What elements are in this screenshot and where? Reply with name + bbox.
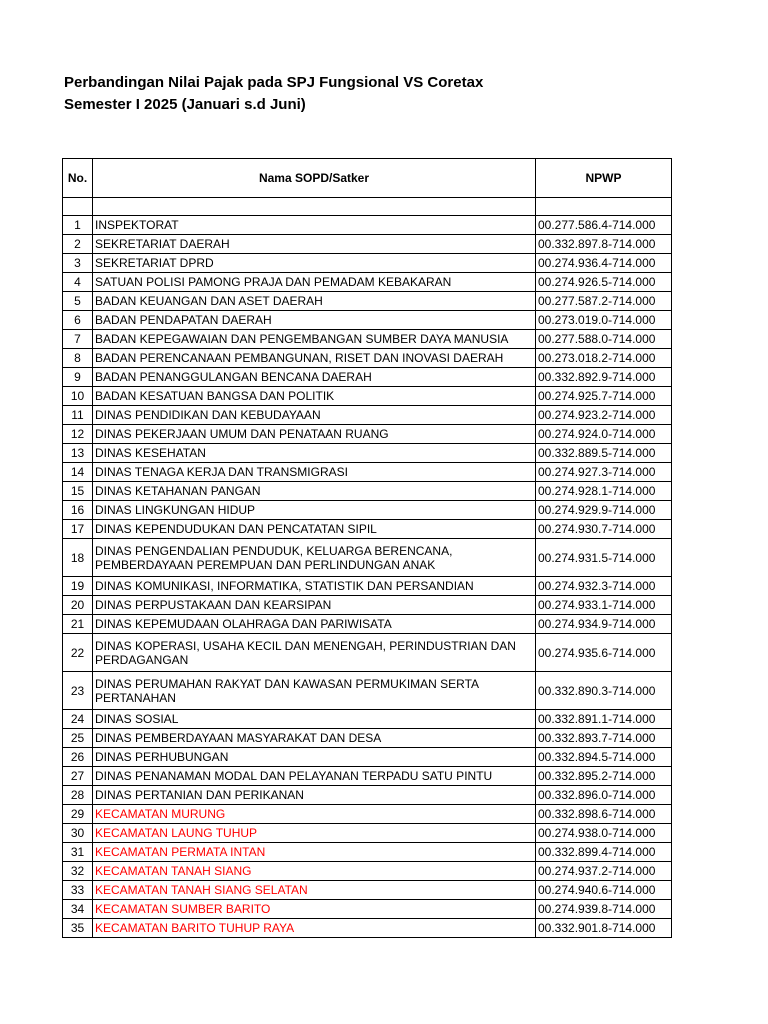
cell-npwp: 00.277.587.2-714.000 <box>536 292 672 311</box>
cell-npwp: 00.274.932.3-714.000 <box>536 577 672 596</box>
cell-npwp: 00.274.928.1-714.000 <box>536 482 672 501</box>
cell-npwp: 00.332.901.8-714.000 <box>536 919 672 938</box>
table-row <box>63 919 672 938</box>
table-row <box>63 520 672 539</box>
cell-npwp: 00.332.897.8-714.000 <box>536 235 672 254</box>
table-header-row <box>63 159 672 198</box>
cell-no: 19 <box>63 577 93 596</box>
title-line-2: Semester I 2025 (Januari s.d Juni) <box>64 96 306 113</box>
cell-no: 5 <box>63 292 93 311</box>
cell-no: 32 <box>63 862 93 881</box>
cell-npwp: 00.332.890.3-714.000 <box>536 672 672 710</box>
cell-no: 10 <box>63 387 93 406</box>
table-row <box>63 330 672 349</box>
cell-name: KECAMATAN BARITO TUHUP RAYA <box>93 919 536 938</box>
table-row <box>63 406 672 425</box>
cell-npwp: 00.274.923.2-714.000 <box>536 406 672 425</box>
table-row <box>63 805 672 824</box>
cell-no: 30 <box>63 824 93 843</box>
table-row <box>63 900 672 919</box>
cell-npwp: 00.274.937.2-714.000 <box>536 862 672 881</box>
cell-name: DINAS LINGKUNGAN HIDUP <box>93 501 536 520</box>
cell-no: 16 <box>63 501 93 520</box>
table-row <box>63 254 672 273</box>
cell-no: 14 <box>63 463 93 482</box>
table-row <box>63 881 672 900</box>
title-line-1: Perbandingan Nilai Pajak pada SPJ Fungsional VS Coretax <box>64 74 484 91</box>
cell-npwp: 00.332.891.1-714.000 <box>536 710 672 729</box>
table-row <box>63 672 672 710</box>
cell-npwp: 00.332.889.5-714.000 <box>536 444 672 463</box>
cell-name: KECAMATAN SUMBER BARITO <box>93 900 536 919</box>
cell-name: DINAS PERTANIAN DAN PERIKANAN <box>93 786 536 805</box>
cell-no: 13 <box>63 444 93 463</box>
table-row <box>63 786 672 805</box>
table-spacer-row <box>63 198 672 216</box>
cell-npwp: 00.274.931.5-714.000 <box>536 539 672 577</box>
table-row <box>63 748 672 767</box>
cell-name: DINAS PENANAMAN MODAL DAN PELAYANAN TERPADU SATU PINTU <box>93 767 536 786</box>
cell-npwp: 00.274.935.6-714.000 <box>536 634 672 672</box>
cell-no: 18 <box>63 539 93 577</box>
header-name: Nama SOPD/Satker <box>93 159 536 198</box>
cell-no: 26 <box>63 748 93 767</box>
table-row <box>63 824 672 843</box>
cell-no: 2 <box>63 235 93 254</box>
cell-no: 34 <box>63 900 93 919</box>
cell-name: DINAS KESEHATAN <box>93 444 536 463</box>
table-row <box>63 539 672 577</box>
cell-npwp: 00.274.926.5-714.000 <box>536 273 672 292</box>
cell-name: DINAS TENAGA KERJA DAN TRANSMIGRASI <box>93 463 536 482</box>
spacer-cell <box>536 198 672 216</box>
cell-no: 8 <box>63 349 93 368</box>
table-row <box>63 368 672 387</box>
table-row <box>63 596 672 615</box>
cell-name: BADAN KESATUAN BANGSA DAN POLITIK <box>93 387 536 406</box>
cell-name: KECAMATAN MURUNG <box>93 805 536 824</box>
cell-name: DINAS KOMUNIKASI, INFORMATIKA, STATISTIK DAN PERSANDIAN <box>93 577 536 596</box>
cell-no: 27 <box>63 767 93 786</box>
header-no: No. <box>63 159 93 198</box>
cell-name: DINAS PEMBERDAYAAN MASYARAKAT DAN DESA <box>93 729 536 748</box>
cell-npwp: 00.274.939.8-714.000 <box>536 900 672 919</box>
cell-npwp: 00.332.892.9-714.000 <box>536 368 672 387</box>
cell-no: 11 <box>63 406 93 425</box>
cell-no: 17 <box>63 520 93 539</box>
cell-no: 15 <box>63 482 93 501</box>
table-row <box>63 482 672 501</box>
table-row <box>63 235 672 254</box>
table-row <box>63 216 672 235</box>
cell-no: 35 <box>63 919 93 938</box>
cell-no: 22 <box>63 634 93 672</box>
cell-npwp: 00.274.927.3-714.000 <box>536 463 672 482</box>
cell-name: DINAS SOSIAL <box>93 710 536 729</box>
cell-name: DINAS PENGENDALIAN PENDUDUK, KELUARGA BERENCANA, PEMBERDAYAAN PEREMPUAN DAN PERLINDUNGAN ANAK <box>93 539 536 577</box>
cell-name: BADAN KEUANGAN DAN ASET DAERAH <box>93 292 536 311</box>
cell-name: DINAS KEPENDUDUKAN DAN PENCATATAN SIPIL <box>93 520 536 539</box>
table-row <box>63 710 672 729</box>
cell-no: 4 <box>63 273 93 292</box>
table-row <box>63 311 672 330</box>
cell-name: BADAN KEPEGAWAIAN DAN PENGEMBANGAN SUMBER DAYA MANUSIA <box>93 330 536 349</box>
table-row <box>63 843 672 862</box>
cell-no: 3 <box>63 254 93 273</box>
cell-no: 7 <box>63 330 93 349</box>
cell-no: 23 <box>63 672 93 710</box>
cell-no: 21 <box>63 615 93 634</box>
cell-name: DINAS PERPUSTAKAAN DAN KEARSIPAN <box>93 596 536 615</box>
table-row <box>63 862 672 881</box>
cell-no: 9 <box>63 368 93 387</box>
cell-npwp: 00.274.938.0-714.000 <box>536 824 672 843</box>
cell-name: SEKRETARIAT DPRD <box>93 254 536 273</box>
cell-name: DINAS PERUMAHAN RAKYAT DAN KAWASAN PERMUKIMAN SERTA PERTANAHAN <box>93 672 536 710</box>
cell-no: 31 <box>63 843 93 862</box>
cell-name: SATUAN POLISI PAMONG PRAJA DAN PEMADAM KEBAKARAN <box>93 273 536 292</box>
cell-no: 1 <box>63 216 93 235</box>
table-row <box>63 577 672 596</box>
cell-npwp: 00.274.929.9-714.000 <box>536 501 672 520</box>
table-row <box>63 349 672 368</box>
cell-npwp: 00.274.930.7-714.000 <box>536 520 672 539</box>
cell-no: 25 <box>63 729 93 748</box>
cell-name: SEKRETARIAT DAERAH <box>93 235 536 254</box>
cell-npwp: 00.273.019.0-714.000 <box>536 311 672 330</box>
cell-npwp: 00.273.018.2-714.000 <box>536 349 672 368</box>
cell-name: KECAMATAN PERMATA INTAN <box>93 843 536 862</box>
table-row <box>63 463 672 482</box>
cell-npwp: 00.274.936.4-714.000 <box>536 254 672 273</box>
cell-name: DINAS PEKERJAAN UMUM DAN PENATAAN RUANG <box>93 425 536 444</box>
cell-name: DINAS KETAHANAN PANGAN <box>93 482 536 501</box>
cell-name: INSPEKTORAT <box>93 216 536 235</box>
cell-npwp: 00.332.895.2-714.000 <box>536 767 672 786</box>
cell-name: DINAS KEPEMUDAAN OLAHRAGA DAN PARIWISATA <box>93 615 536 634</box>
table-body <box>63 198 672 938</box>
cell-name: KECAMATAN TANAH SIANG <box>93 862 536 881</box>
cell-npwp: 00.274.940.6-714.000 <box>536 881 672 900</box>
document-title <box>64 72 483 116</box>
cell-no: 20 <box>63 596 93 615</box>
cell-no: 12 <box>63 425 93 444</box>
cell-name: BADAN PENDAPATAN DAERAH <box>93 311 536 330</box>
cell-no: 6 <box>63 311 93 330</box>
cell-name: KECAMATAN LAUNG TUHUP <box>93 824 536 843</box>
cell-no: 28 <box>63 786 93 805</box>
cell-npwp: 00.274.925.7-714.000 <box>536 387 672 406</box>
cell-npwp: 00.277.588.0-714.000 <box>536 330 672 349</box>
table-row <box>63 729 672 748</box>
spacer-cell <box>93 198 536 216</box>
cell-name: BADAN PERENCANAAN PEMBANGUNAN, RISET DAN INOVASI DAERAH <box>93 349 536 368</box>
header-npwp: NPWP <box>536 159 672 198</box>
cell-npwp: 00.332.893.7-714.000 <box>536 729 672 748</box>
cell-npwp: 00.332.899.4-714.000 <box>536 843 672 862</box>
table-row <box>63 501 672 520</box>
cell-no: 33 <box>63 881 93 900</box>
cell-npwp: 00.274.933.1-714.000 <box>536 596 672 615</box>
table-row <box>63 767 672 786</box>
sopd-table <box>62 158 672 938</box>
cell-npwp: 00.332.898.6-714.000 <box>536 805 672 824</box>
cell-npwp: 00.274.934.9-714.000 <box>536 615 672 634</box>
cell-name: DINAS PERHUBUNGAN <box>93 748 536 767</box>
cell-name: DINAS PENDIDIKAN DAN KEBUDAYAAN <box>93 406 536 425</box>
spacer-cell <box>63 198 93 216</box>
cell-no: 24 <box>63 710 93 729</box>
cell-name: DINAS KOPERASI, USAHA KECIL DAN MENENGAH, PERINDUSTRIAN DAN PERDAGANGAN <box>93 634 536 672</box>
cell-npwp: 00.274.924.0-714.000 <box>536 425 672 444</box>
cell-name: KECAMATAN TANAH SIANG SELATAN <box>93 881 536 900</box>
table-row <box>63 292 672 311</box>
cell-npwp: 00.332.894.5-714.000 <box>536 748 672 767</box>
cell-no: 29 <box>63 805 93 824</box>
table-row <box>63 387 672 406</box>
table-row <box>63 444 672 463</box>
table-row <box>63 615 672 634</box>
cell-name: BADAN PENANGGULANGAN BENCANA DAERAH <box>93 368 536 387</box>
table-row <box>63 634 672 672</box>
cell-npwp: 00.332.896.0-714.000 <box>536 786 672 805</box>
table-row <box>63 425 672 444</box>
table-row <box>63 273 672 292</box>
cell-npwp: 00.277.586.4-714.000 <box>536 216 672 235</box>
